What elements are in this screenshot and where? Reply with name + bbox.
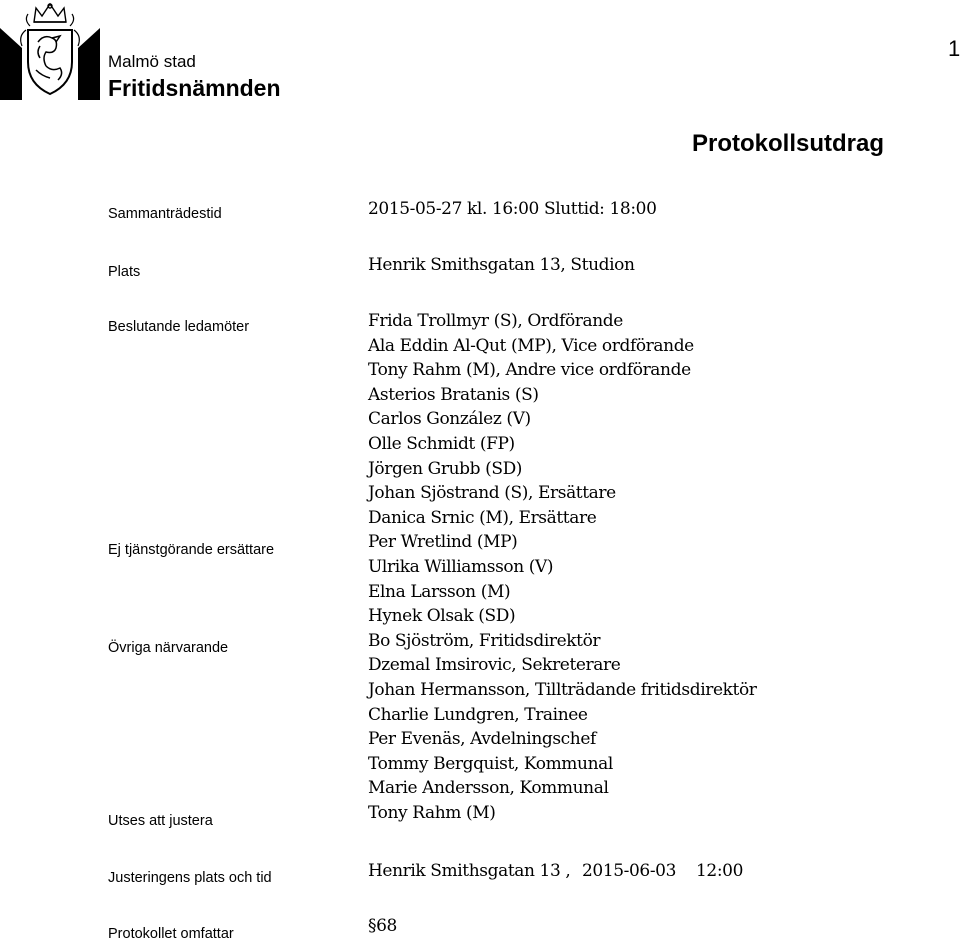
meeting-time-label: Sammanträdestid xyxy=(108,206,222,222)
adjustment-label: Justeringens plats och tid xyxy=(108,870,272,886)
board-name: Fritidsnämnden xyxy=(108,75,281,101)
place-label: Plats xyxy=(108,264,141,280)
list-item: Charlie Lundgren, Trainee xyxy=(368,704,588,725)
list-item: Dzemal Imsirovic, Sekreterare xyxy=(368,655,621,676)
adjuster-label: Utses att justera xyxy=(108,813,213,829)
list-item: Ala Eddin Al-Qut (MP), Vice ordförande xyxy=(368,335,694,356)
adjustment-place: Henrik Smithsgatan 13 , xyxy=(368,861,571,881)
list-item: Tony Rahm (M), Andre vice ordförande xyxy=(368,360,691,381)
place-value: Henrik Smithsgatan 13, Studion xyxy=(368,255,635,275)
attendee-list xyxy=(368,309,757,825)
protocol-covers-label: Protokollet omfattar xyxy=(108,926,234,942)
list-item: Elna Larsson (M) xyxy=(368,581,511,602)
list-item: Asterios Bratanis (S) xyxy=(368,384,539,405)
others-present-label: Övriga närvarande xyxy=(108,640,229,656)
list-item: Frida Trollmyr (S), Ordförande xyxy=(368,311,623,331)
list-item: Ulrika Williamsson (V) xyxy=(368,556,554,577)
list-item: Jörgen Grubb (SD) xyxy=(368,458,523,479)
list-item: Johan Sjöstrand (S), Ersättare xyxy=(368,483,616,504)
list-item: Tommy Bergquist, Kommunal xyxy=(368,753,613,774)
list-item: Olle Schmidt (FP) xyxy=(368,433,515,454)
list-item: Johan Hermansson, Tillträdande fritidsdirektör xyxy=(368,679,757,700)
list-item: Marie Andersson, Kommunal xyxy=(368,778,609,799)
list-item: Bo Sjöström, Fritidsdirektör xyxy=(368,630,601,651)
deciding-members-label: Beslutande ledamöter xyxy=(108,319,250,335)
list-item: Carlos González (V) xyxy=(368,409,531,430)
protocol-covers-value: §68 xyxy=(368,916,397,936)
list-item: Danica Srnic (M), Ersättare xyxy=(368,507,597,528)
list-item: Tony Rahm (M) xyxy=(368,802,496,823)
adjustment-date: 2015-06-03 xyxy=(582,861,677,881)
meeting-time-value: 2015-05-27 kl. 16:00 Sluttid: 18:00 xyxy=(368,199,657,219)
substitutes-label: Ej tjänstgörande ersättare xyxy=(108,542,275,558)
adjustment-time: 12:00 xyxy=(696,861,743,881)
city-name: Malmö stad xyxy=(108,52,196,71)
document-title: Protokollsutdrag xyxy=(692,130,885,157)
list-item: Hynek Olsak (SD) xyxy=(368,606,516,627)
list-item: Per Wretlind (MP) xyxy=(368,532,518,553)
malmo-coat-of-arms-icon xyxy=(0,0,100,100)
list-item: Per Evenäs, Avdelningschef xyxy=(368,729,596,750)
page-number: 1 xyxy=(948,36,960,61)
